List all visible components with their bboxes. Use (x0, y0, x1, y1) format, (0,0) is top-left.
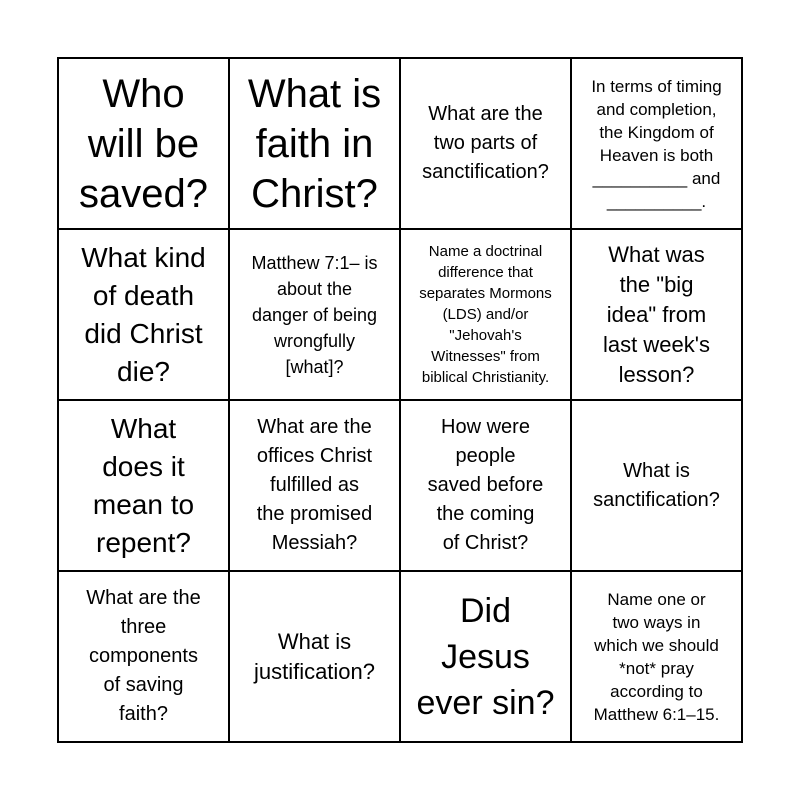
cell-text: Matthew 7:1– is about the danger of being wrongfully [what]? (251, 252, 378, 377)
bingo-board (57, 57, 743, 743)
cell-text: What is justification? (253, 628, 376, 684)
bingo-cell[interactable] (230, 59, 401, 230)
cell-text: What are the three components of saving faith? (86, 587, 201, 725)
bingo-cell[interactable] (401, 230, 572, 401)
bingo-cell[interactable] (230, 401, 401, 572)
cell-text: What are the offices Christ fulfilled as the promised Messiah? (256, 416, 373, 554)
bingo-cell[interactable] (59, 59, 230, 230)
bingo-cell[interactable] (572, 59, 743, 230)
bingo-cell[interactable] (572, 230, 743, 401)
cell-text: Name one or two ways in which we should *not* pray according to Matthew 6:1–15. (593, 589, 720, 724)
cell-text: Did Jesus ever sin? (416, 591, 555, 722)
cell-text: In terms of timing and completion, the Kingdom of Heaven is both __________ and __________. (591, 76, 722, 211)
bingo-cell[interactable] (230, 230, 401, 401)
cell-text: How were people saved before the coming of Christ? (427, 416, 544, 554)
bingo-cell[interactable] (59, 230, 230, 401)
cell-text: What kind of death did Christ die? (81, 241, 206, 387)
bingo-cell[interactable] (401, 572, 572, 743)
bingo-cell[interactable] (572, 401, 743, 572)
cell-text: What are the two parts of sanctification? (422, 103, 549, 183)
cell-text: What is faith in Christ? (247, 71, 382, 216)
bingo-cell[interactable] (572, 572, 743, 743)
bingo-cell[interactable] (59, 572, 230, 743)
bingo-cell[interactable] (59, 401, 230, 572)
bingo-cell[interactable] (401, 59, 572, 230)
cell-text: Name a doctrinal difference that separates Mormons (LDS) and/or "Jehovah's Witnesses" from biblical Christianity. (419, 243, 552, 386)
bingo-cell[interactable] (230, 572, 401, 743)
cell-text: What does it mean to repent? (92, 412, 195, 558)
bingo-cell[interactable] (401, 401, 572, 572)
cell-text: What was the "big idea" from last week's lesson? (603, 241, 710, 387)
cell-text: What is sanctification? (593, 459, 720, 511)
cell-text: Who will be saved? (79, 71, 208, 216)
